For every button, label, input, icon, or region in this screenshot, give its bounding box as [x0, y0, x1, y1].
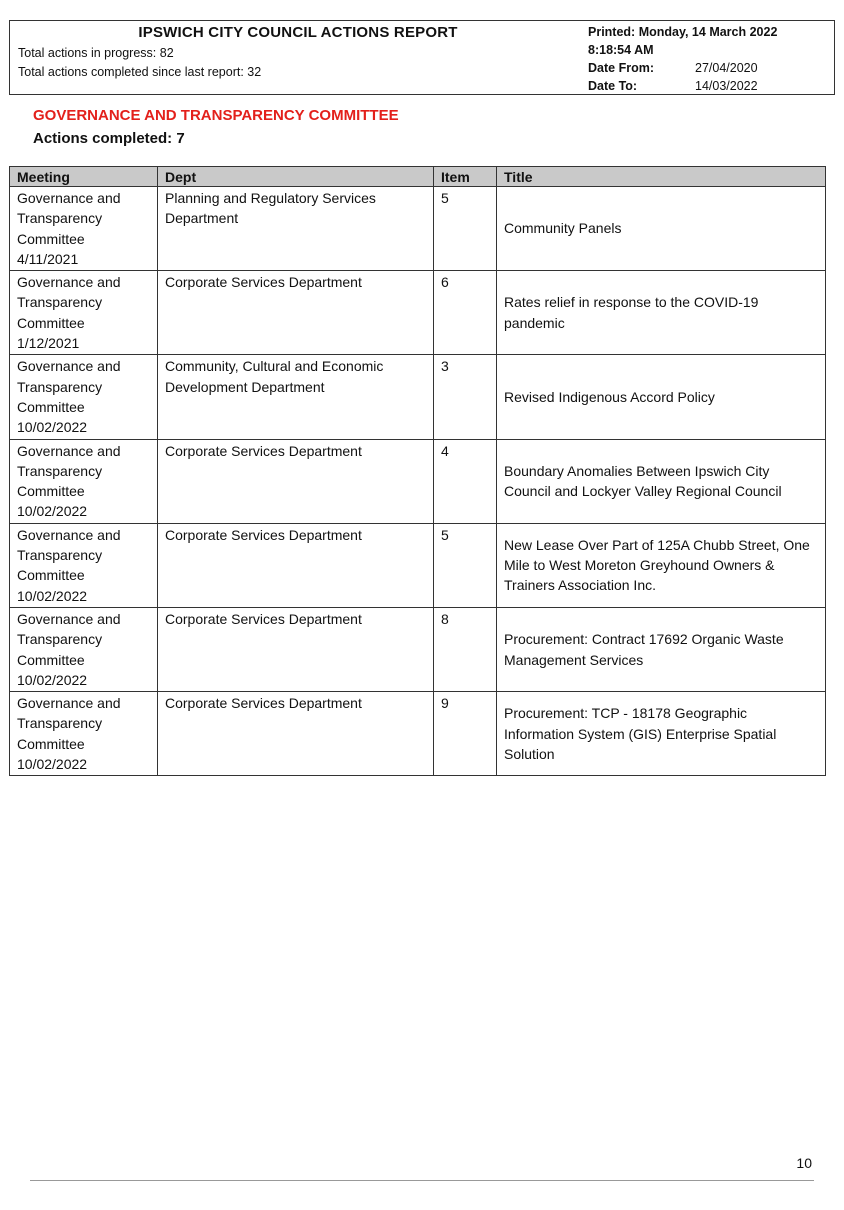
date-to-label: Date To: [588, 79, 638, 93]
meeting-line: Transparency [17, 378, 103, 395]
actions-in-progress: Total actions in progress: 82 [18, 46, 174, 60]
dept-cell: Planning and Regulatory Services Department [158, 187, 434, 271]
table-row [10, 439, 826, 523]
item-cell: 5 [434, 523, 497, 607]
title-cell: Community Panels [497, 187, 826, 271]
title-cell: Boundary Anomalies Between Ipswich City Council and Lockyer Valley Regional Council [497, 439, 826, 523]
meeting-line: Governance and [17, 190, 121, 206]
meeting-line: Governance and [17, 274, 121, 291]
meeting-line: Transparency [17, 462, 103, 479]
meeting-line: Transparency [17, 631, 103, 648]
meeting-line: 10/02/2022 [17, 503, 88, 520]
date-to-value: 14/03/2022 [695, 79, 758, 93]
dept-cell: Community, Cultural and Economic Development Department [158, 355, 434, 439]
printed-time: 8:18:54 AM [588, 43, 654, 57]
report-header [9, 20, 835, 95]
date-from-value: 27/04/2020 [695, 61, 758, 75]
meeting-line: 4/11/2021 [17, 250, 79, 267]
committee-heading: GOVERNANCE AND TRANSPARENCY COMMITTEE [33, 107, 399, 124]
printed-date: Printed: Monday, 14 March 2022 [588, 25, 778, 39]
meeting-line: Transparency [17, 547, 103, 564]
column-header-title: Title [497, 167, 826, 187]
date-from-label: Date From: [588, 61, 654, 75]
meeting-cell [10, 607, 158, 691]
title-cell: Rates relief in response to the COVID-19 pandemic [497, 271, 826, 355]
meeting-cell [10, 187, 158, 271]
table-row [10, 607, 826, 691]
meeting-line: Governance and [17, 610, 121, 627]
meeting-line: Committee [17, 735, 85, 752]
item-cell: 3 [434, 355, 497, 439]
meeting-line: Governance and [17, 358, 121, 375]
table-row [10, 692, 826, 776]
meeting-cell [10, 439, 158, 523]
table-row [10, 271, 826, 355]
header-right [588, 23, 828, 95]
meeting-line: Committee [17, 398, 85, 415]
dept-cell: Corporate Services Department [158, 439, 434, 523]
meeting-line: 10/02/2022 [17, 419, 88, 436]
meeting-line: Transparency [17, 294, 103, 311]
dept-cell: Corporate Services Department [158, 271, 434, 355]
item-cell: 9 [434, 692, 497, 776]
table-header-row [10, 167, 826, 187]
header-left [18, 24, 578, 82]
dept-cell: Corporate Services Department [158, 692, 434, 776]
report-title: IPSWICH CITY COUNCIL ACTIONS REPORT [138, 24, 458, 41]
column-header-dept: Dept [158, 167, 434, 187]
table-row [10, 187, 826, 271]
title-cell: Procurement: Contract 17692 Organic Waste Management Services [497, 607, 826, 691]
column-header-meeting: Meeting [10, 167, 158, 187]
meeting-line: Committee [17, 567, 85, 584]
table-row [10, 523, 826, 607]
date-from-row [588, 59, 828, 77]
actions-table [9, 166, 826, 776]
actions-completed-since: Total actions completed since last report: 32 [18, 65, 262, 79]
meeting-line: Transparency [17, 210, 103, 227]
title-cell: New Lease Over Part of 125A Chubb Street, One Mile to West Moreton Greyhound Owners & Trainers Association Inc. [497, 523, 826, 607]
meeting-line: Committee [17, 230, 85, 247]
meeting-cell [10, 271, 158, 355]
actions-completed-count: Actions completed: 7 [33, 130, 185, 147]
meeting-line: Governance and [17, 442, 121, 459]
item-cell: 8 [434, 607, 497, 691]
item-cell: 4 [434, 439, 497, 523]
meeting-line: 1/12/2021 [17, 335, 80, 352]
meeting-line: 10/02/2022 [17, 587, 88, 604]
meeting-line: Committee [17, 483, 85, 500]
column-header-item: Item [434, 167, 497, 187]
title-cell: Revised Indigenous Accord Policy [497, 355, 826, 439]
meeting-cell [10, 523, 158, 607]
meeting-line: Governance and [17, 695, 121, 712]
footer-divider [30, 1180, 814, 1181]
meeting-cell [10, 692, 158, 776]
meeting-line: Governance and [17, 526, 121, 543]
page-number: 10 [796, 1155, 812, 1171]
meeting-line: 10/02/2022 [17, 671, 88, 688]
dept-cell: Corporate Services Department [158, 523, 434, 607]
meeting-cell [10, 355, 158, 439]
meeting-line: Transparency [17, 715, 103, 732]
date-to-row [588, 77, 828, 95]
dept-cell: Corporate Services Department [158, 607, 434, 691]
table-row [10, 355, 826, 439]
meeting-line: Committee [17, 314, 85, 331]
item-cell: 5 [434, 187, 497, 271]
meeting-line: Committee [17, 651, 85, 668]
meeting-line: 10/02/2022 [17, 756, 88, 773]
title-cell: Procurement: TCP - 18178 Geographic Information System (GIS) Enterprise Spatial Solution [497, 692, 826, 776]
item-cell: 6 [434, 271, 497, 355]
